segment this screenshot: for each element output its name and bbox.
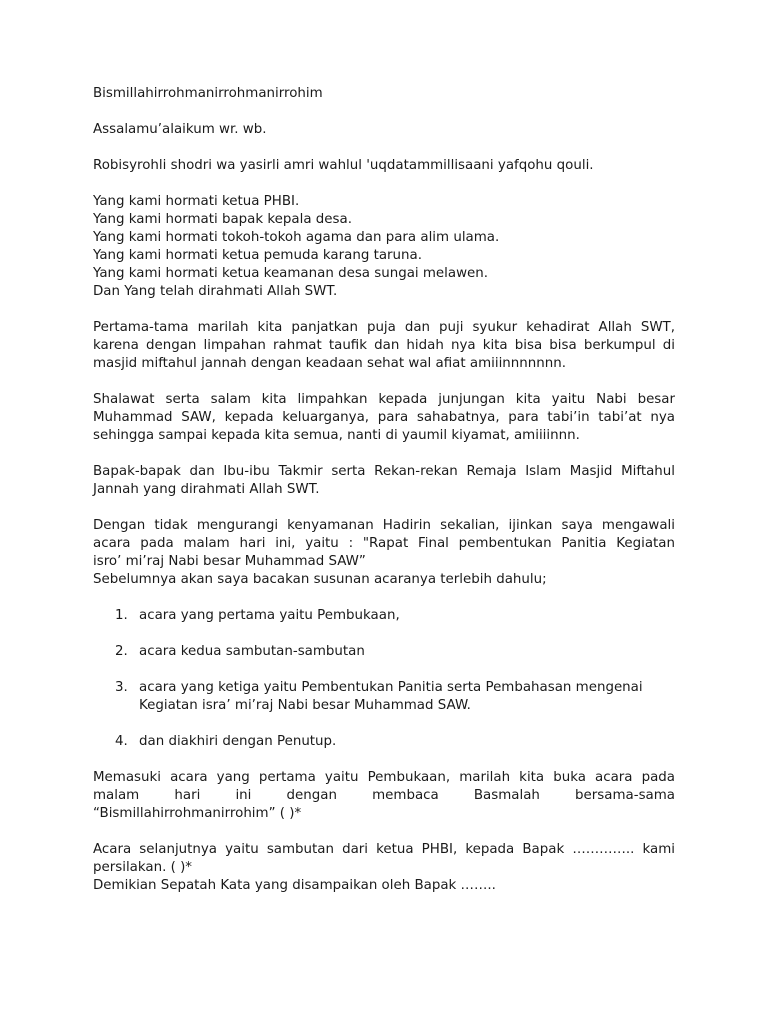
paragraph-shalawat	[93, 391, 675, 445]
paragraph-line: acara pada malam hari ini, yaitu : "Rapat Final pembentukan Panitia Kegiatan	[93, 536, 675, 551]
respect-line: Dan Yang telah dirahmati Allah SWT.	[93, 284, 338, 299]
respects-block	[93, 193, 675, 301]
agenda-item	[93, 643, 675, 661]
agenda-list	[93, 607, 675, 751]
greeting-line: Assalamu’alaikum wr. wb.	[93, 122, 267, 137]
respect-line: Yang kami hormati tokoh-tokoh agama dan para alim ulama.	[93, 230, 500, 245]
paragraph-line: Memasuki acara yang pertama yaitu Pembukaan, marilah kita buka acara pada	[93, 770, 675, 785]
respect-line: Yang kami hormati ketua pemuda karang taruna.	[93, 248, 422, 263]
agenda-text: dan diakhiri dengan Penutup.	[139, 734, 337, 749]
agenda-text: Kegiatan isra’ mi’raj Nabi besar Muhammad SAW.	[139, 698, 471, 713]
paragraph-gratitude	[93, 319, 675, 373]
paragraph-line: masjid miftahul jannah dengan keadaan sehat wal afiat amiiinnnnnnn.	[93, 356, 566, 371]
paragraph-sambutan	[93, 841, 675, 895]
paragraph-line: “Bismillahirrohmanirrohim” ( )*	[93, 806, 302, 821]
agenda-item	[93, 607, 675, 625]
paragraph-line: Bapak-bapak dan Ibu-ibu Takmir serta Rekan-rekan Remaja Islam Masjid Miftahul	[93, 464, 675, 479]
agenda-number: 3.	[115, 680, 128, 695]
paragraph-line: isro’ mi’raj Nabi besar Muhammad SAW”	[93, 554, 366, 569]
paragraph-line: Demikian Sepatah Kata yang disampaikan oleh Bapak ……..	[93, 878, 496, 893]
respect-line: Yang kami hormati bapak kepala desa.	[93, 212, 352, 227]
paragraph-line: sehingga sampai kepada kita semua, nanti di yaumil kiyamat, amiiiinnn.	[93, 428, 580, 443]
paragraph-line: Acara selanjutnya yaitu sambutan dari ketua PHBI, kepada Bapak ………….. kami	[93, 842, 675, 857]
paragraph-line: Jannah yang dirahmati Allah SWT.	[93, 482, 320, 497]
agenda-text: acara kedua sambutan-sambutan	[139, 644, 365, 659]
respect-line: Yang kami hormati ketua keamanan desa sungai melawen.	[93, 266, 489, 281]
paragraph-line: malam hari ini dengan membaca Basmalah bersama-sama	[93, 788, 675, 803]
paragraph-line: Dengan tidak mengurangi kenyamanan Hadirin sekalian, ijinkan saya mengawali	[93, 518, 675, 533]
agenda-number: 4.	[115, 734, 128, 749]
prayer-line: Robisyrohli shodri wa yasirli amri wahlul 'uqdatammillisaani yafqohu qouli.	[93, 158, 594, 173]
paragraph-address	[93, 463, 675, 499]
opening-line: Bismillahirrohmanirrohmanirrohim	[93, 86, 323, 101]
agenda-text: acara yang pertama yaitu Pembukaan,	[139, 608, 400, 623]
paragraph-line: Muhammad SAW, kepada keluarganya, para sahabatnya, para tabi’in tabi’at nya	[93, 410, 675, 425]
paragraph-line: Shalawat serta salam kita limpahkan kepada junjungan kita yaitu Nabi besar	[93, 392, 675, 407]
agenda-item	[93, 679, 675, 715]
respect-line: Yang kami hormati ketua PHBI.	[93, 194, 300, 209]
agenda-item	[93, 733, 675, 751]
paragraph-line: karena dengan limpahan rahmat taufik dan hidah nya kita bisa bisa berkumpul di	[93, 338, 675, 353]
paragraph-line: Sebelumnya akan saya bacakan susunan acaranya terlebih dahulu;	[93, 572, 547, 587]
paragraph-line: Pertama-tama marilah kita panjatkan puja dan puji syukur kehadirat Allah SWT,	[93, 320, 675, 335]
document-page	[93, 85, 675, 913]
agenda-number: 2.	[115, 644, 128, 659]
paragraph-basmalah	[93, 769, 675, 823]
paragraph-opening-event	[93, 517, 675, 589]
agenda-number: 1.	[115, 608, 128, 623]
paragraph-line: persilakan. ( )*	[93, 860, 192, 875]
agenda-text: acara yang ketiga yaitu Pembentukan Panitia serta Pembahasan mengenai	[139, 680, 643, 695]
